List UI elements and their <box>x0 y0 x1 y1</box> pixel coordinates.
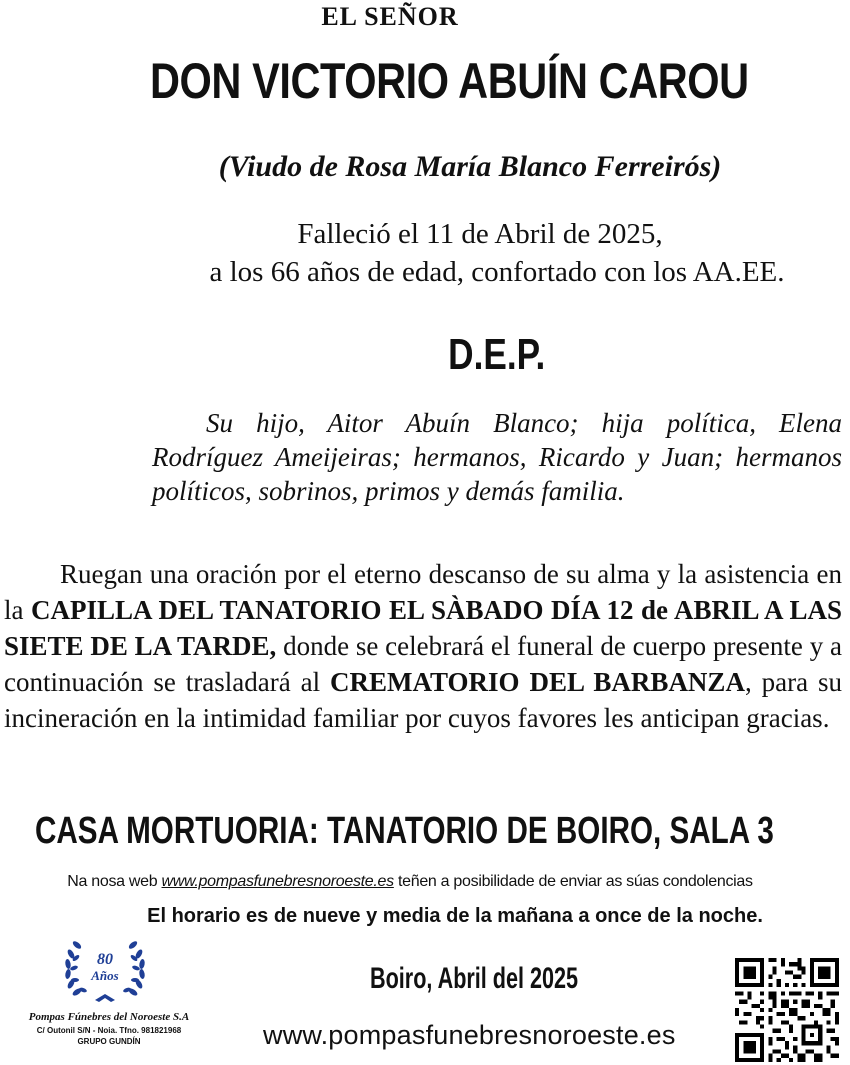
company-group: GRUPO GUNDÍN <box>77 1037 141 1046</box>
casa-mortuoria-text: CASA MORTUORIA: TANATORIO DE BOIRO, SALA 3 <box>35 810 774 852</box>
date-place-text: Boiro, Abril del 2025 <box>370 962 579 995</box>
laurel-right-icon <box>123 940 146 997</box>
prayer-text-2: donde se celebrará el funeral de cuerpo presente y a continuación se trasladará al <box>4 631 842 697</box>
prayer-text-3: , para su incineración en la intimidad familiar por cuyos favores les anticipan gracias. <box>4 667 843 733</box>
laurel-left-icon <box>65 940 88 997</box>
web-note <box>0 873 850 891</box>
web-note-after: teñen a posibilidade de enviar as súas condolencias <box>393 873 753 890</box>
date-place <box>370 962 659 996</box>
laurel-logo-icon <box>55 930 155 1010</box>
logo-number: 80 <box>97 951 113 968</box>
website-link[interactable]: www.pompasfunebresnoroeste.es <box>263 1020 676 1050</box>
casa-mortuoria <box>0 810 850 853</box>
title-prefix: EL SEÑOR <box>321 2 459 31</box>
web-note-link[interactable]: www.pompasfunebresnoroeste.es <box>161 873 394 890</box>
logo-word: Años <box>91 968 119 983</box>
prayer-crematorium-bold: CREMATORIO DEL BARBANZA <box>330 667 745 697</box>
family-paragraph: Su hijo, Aitor Abuín Blanco; hija política, Elena Rodríguez Ameijeiras; hermanos, Ricardo y Juan; hermanos políticos, sobrinos, primos y demás familia. <box>152 408 842 506</box>
visiting-hours: El horario es de nueve y media de la mañana a once de la noche. <box>147 905 763 927</box>
deceased-name: DON VICTORIO ABUÍN CAROU <box>150 53 749 109</box>
dep-heading <box>0 330 850 380</box>
prayer-paragraph <box>4 556 842 736</box>
widow-note: (Viudo de Rosa María Blanco Ferreirós) <box>218 150 722 183</box>
dep-text: D.E.P. <box>448 330 546 379</box>
company-address: C/ Outonil S/N - Noia. Tfno. 981821968 <box>36 1026 182 1035</box>
prayer-chapel-bold: CAPILLA DEL TANATORIO EL SÀBADO DÍA 12 de ABRIL A LAS SIETE DE LA TARDE, <box>4 595 842 661</box>
death-date-line: Falleció el 11 de Abril de 2025, <box>297 218 663 250</box>
web-note-before: Na nosa web <box>67 873 162 890</box>
qr-code-icon[interactable] <box>735 958 839 1062</box>
death-age-line: a los 66 años de edad, confortado con los AA.EE. <box>209 256 785 288</box>
prayer-text-1: Ruegan una oración por el eterno descanso de su alma y la asistencia en la <box>4 559 842 625</box>
company-name: Pompas Fúnebres del Noroeste S.A <box>28 1011 190 1023</box>
